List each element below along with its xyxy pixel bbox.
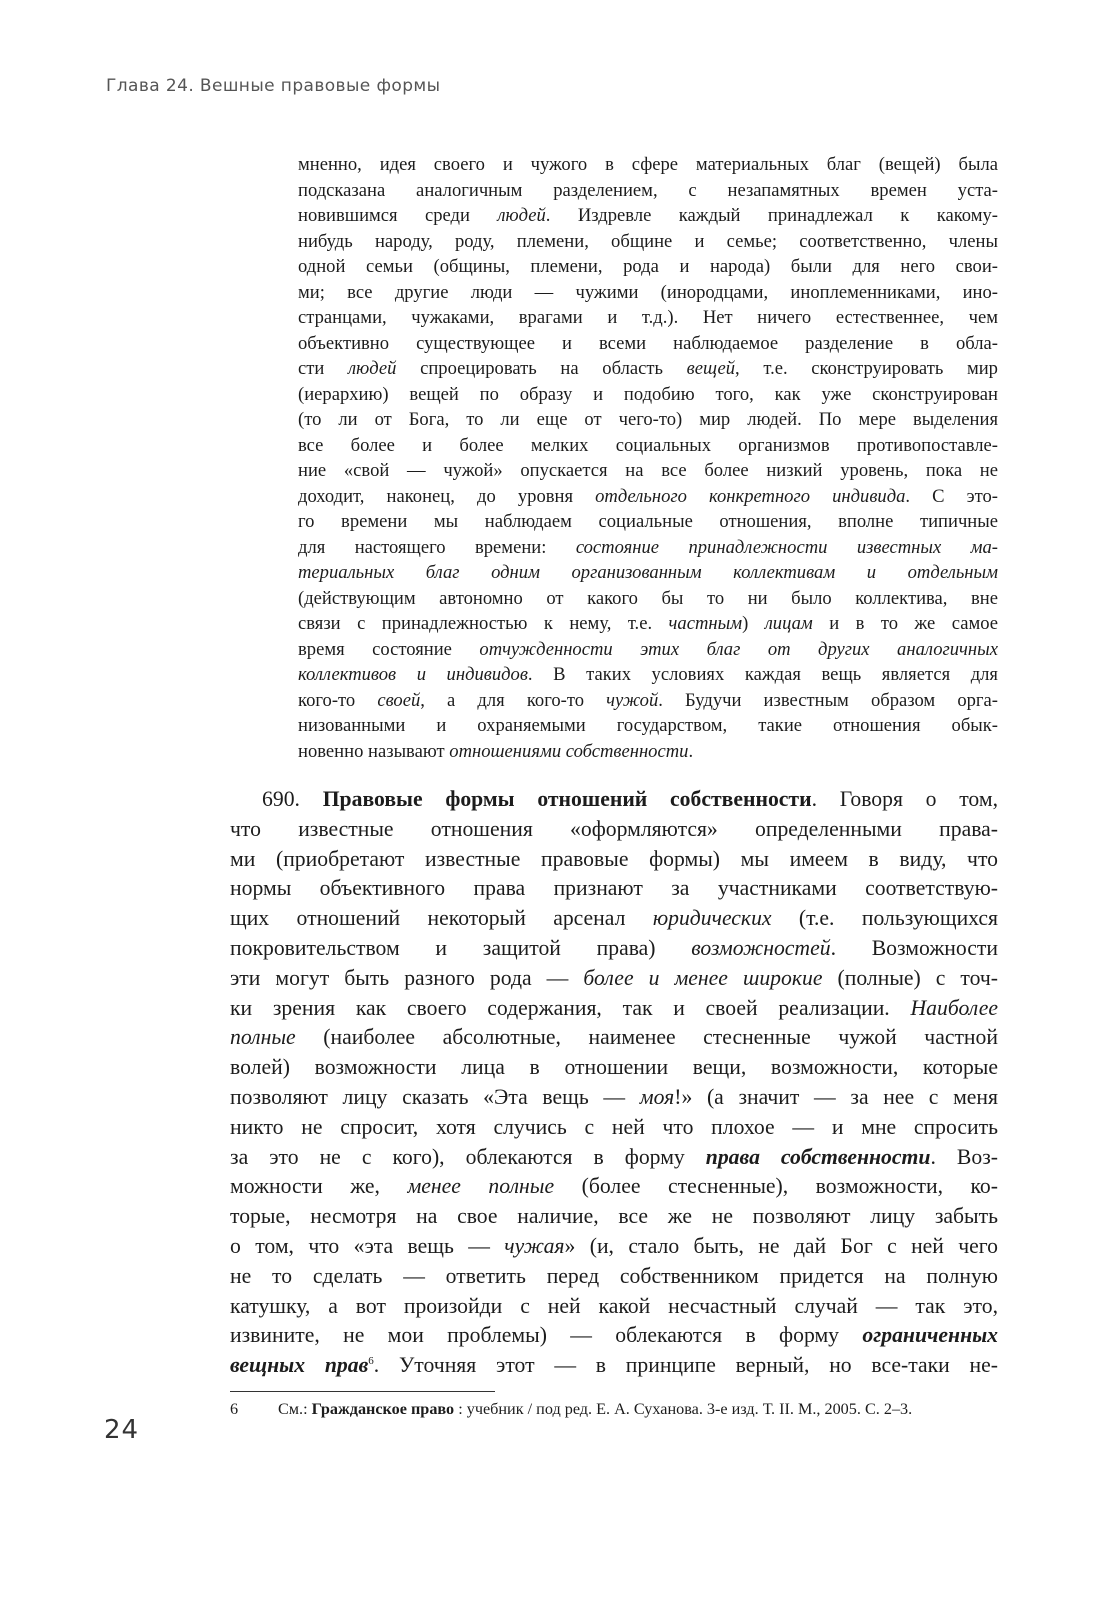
italic-term: коллективов и индивидов	[298, 664, 528, 685]
text-line	[298, 254, 998, 280]
text-run: одной семьи (общины, племени, рода и народа) были для него свои-	[298, 256, 998, 277]
footnote-separator	[230, 1391, 495, 1392]
text-run: » (и, стало быть, не дай Бог с ней чего	[564, 1233, 998, 1258]
text-run: извините, не мои проблемы) — облекаются в форму	[230, 1323, 863, 1348]
italic-term: отношениями собственности	[449, 740, 689, 762]
text-run: го времени мы наблюдаем социальные отношения, вполне типичные	[298, 511, 998, 532]
italic-term: полные	[230, 1025, 296, 1050]
text-run: низованными и охраняемыми государством, такие отношения обык-	[298, 715, 998, 736]
text-run: и в то же самое	[812, 613, 998, 634]
text-run: новившимся среди	[298, 205, 498, 226]
bold-italic-term: ограниченных	[862, 1323, 998, 1348]
text-run: (более стесненные), возможности, ко-	[554, 1174, 998, 1199]
text-run: , а для кого-то	[420, 689, 607, 711]
text-line	[298, 305, 998, 331]
italic-term: возможностей	[691, 935, 831, 960]
text-run: что известные отношения «оформляются» определенными права-	[230, 816, 998, 841]
text-run: щих отношений некоторый арсенал	[230, 906, 653, 931]
text-run: . Возможности	[830, 935, 999, 960]
text-line	[298, 509, 998, 535]
text-line	[298, 407, 998, 433]
text-line	[230, 1351, 998, 1381]
text-run: См.:	[278, 1400, 312, 1418]
bold-italic-term: вещных прав	[230, 1353, 369, 1378]
text-run: ми (приобретают известные правовые формы) мы имеем в виду, что	[230, 846, 998, 871]
text-run: . С это-	[905, 485, 998, 507]
text-line	[298, 280, 998, 306]
text-line	[230, 964, 998, 994]
text-line	[230, 1202, 998, 1232]
text-run: (наиболее абсолютные, наименее стесненные чужой частной	[295, 1025, 998, 1050]
text-run: о том, что «эта вещь —	[230, 1233, 505, 1258]
text-run: доходит, наконец, до уровня	[298, 485, 596, 507]
text-run: . Будучи известным образом орга-	[658, 689, 998, 711]
text-run: объективно существующее и всеми наблюдаемое разделение в обла-	[298, 332, 998, 354]
text-line	[230, 1232, 998, 1262]
italic-term: териальных благ одним организованным коллективам и отдельным	[298, 562, 998, 583]
text-run: . Издревле каждый принадлежал к какому-	[545, 205, 998, 226]
text-run: мненно, идея своего и чужого в сфере материальных благ (вещей) была	[298, 154, 998, 175]
text-line	[298, 331, 998, 357]
text-line	[230, 1083, 998, 1113]
text-run: за это не с кого), облекаются в форму	[230, 1144, 706, 1169]
text-run: ки зрения как своего содержания, так и своей реализации.	[230, 995, 911, 1020]
text-line	[230, 904, 998, 934]
text-line	[298, 484, 998, 510]
text-run: ние «свой — чужой» опускается на все более низкий уровень, пока не	[298, 460, 998, 481]
text-line	[298, 535, 998, 561]
text-line	[298, 713, 998, 739]
text-run: .	[688, 740, 694, 762]
footnote	[230, 1398, 998, 1420]
text-line	[230, 815, 998, 845]
text-run: можности же,	[230, 1174, 408, 1199]
text-line	[230, 1053, 998, 1083]
text-run: никто не спросит, хотя случись с ней что плохое — и мне спросить	[230, 1114, 998, 1139]
text-run: (иерархию) вещей по образу и подобию того, как уже сконструирован	[298, 383, 998, 405]
italic-term: отчужденности этих благ от других аналогичных	[479, 638, 998, 660]
text-line	[298, 433, 998, 459]
text-run: кого-то	[298, 689, 378, 711]
text-run: (полные) с точ-	[822, 965, 999, 990]
text-line	[298, 458, 998, 484]
text-line	[298, 356, 998, 382]
italic-term: частным	[668, 613, 743, 634]
text-run: (то ли от Бога, то ли еще от чего-то) мир людей. По мере выделения	[298, 409, 998, 430]
text-line	[230, 1292, 998, 1322]
text-run: !» (а значит — за нее с меня	[674, 1084, 998, 1109]
text-line	[230, 1321, 998, 1351]
text-line	[298, 560, 998, 586]
text-run: спроецировать на область	[396, 358, 687, 379]
text-run: связи с принадлежностью к нему, т.е.	[298, 613, 669, 634]
footnote-number: 6	[230, 1400, 239, 1418]
text-run: подсказана аналогичным разделением, с незапамятных времен уста-	[298, 179, 998, 201]
text-line	[230, 1143, 998, 1173]
text-line	[298, 611, 998, 637]
italic-term: чужой	[606, 689, 659, 711]
text-run: (т.е. пользующихся	[771, 906, 999, 931]
text-run: . Уточняя этот — в принципе верный, но все-таки не-	[373, 1353, 998, 1378]
quoted-paragraph	[298, 152, 998, 764]
bold-term: Гражданское право	[311, 1400, 455, 1418]
text-line	[230, 785, 998, 815]
text-run: покровительством и защитой права)	[230, 935, 692, 960]
italic-term: юридических	[652, 906, 772, 931]
text-run: волей) возможности лица в отношении вещи, возможности, которые	[230, 1055, 998, 1080]
text-run: , т.е. сконструировать мир	[735, 358, 998, 379]
text-line	[230, 934, 998, 964]
text-run: нормы объективного права признают за участниками соответствую-	[230, 876, 998, 901]
italic-term: отдельного конкретного индивида	[595, 485, 906, 507]
italic-term: более и менее широкие	[583, 965, 823, 990]
text-line	[298, 229, 998, 255]
text-line	[298, 739, 998, 765]
text-line	[298, 586, 998, 612]
text-line	[298, 203, 998, 229]
footnote-text	[278, 1398, 998, 1420]
italic-term: чужая	[504, 1233, 565, 1258]
text-line	[298, 662, 998, 688]
text-run: (действующим автономно от какого бы то ни было коллектива, вне	[298, 587, 998, 609]
text-run: позволяют лицу сказать «Эта вещь —	[230, 1084, 640, 1109]
text-line	[298, 178, 998, 204]
text-line	[298, 382, 998, 408]
text-line	[230, 994, 998, 1024]
page-number: 24	[104, 1415, 140, 1445]
text-run: . В таких условиях каждая вещь является для	[527, 664, 998, 685]
text-run: все более и более мелких социальных организмов противопоставле-	[298, 434, 998, 456]
text-run: )	[742, 613, 765, 634]
text-run: время состояние	[298, 638, 480, 660]
running-header: Глава 24. Вешные правовые формы	[106, 76, 441, 96]
text-line	[230, 845, 998, 875]
text-run: эти могут быть разного рода —	[230, 965, 584, 990]
text-run: ми; все другие люди — чужими (инородцами, иноплеменниками, ино-	[298, 281, 998, 303]
italic-term: своей	[377, 689, 421, 711]
text-run: для настоящего времени:	[298, 536, 576, 558]
text-line	[230, 1023, 998, 1053]
text-line	[230, 1172, 998, 1202]
italic-term: людей	[497, 205, 546, 226]
italic-term: лицам	[764, 613, 813, 634]
italic-term: состояние принадлежности известных ма-	[575, 536, 998, 558]
text-run: новенно называют	[298, 740, 450, 762]
text-run: торые, несмотря на свое наличие, все же не позволяют лицу забыть	[230, 1204, 998, 1229]
text-run: 690.	[262, 787, 323, 811]
italic-term: моя	[639, 1084, 675, 1109]
text-line	[298, 152, 998, 178]
text-run: . Воз-	[930, 1144, 998, 1169]
footnote-ref: 6	[368, 1354, 374, 1367]
text-run: сти	[298, 358, 348, 379]
text-run: : учебник / под ред. Е. А. Суханова. 3-е изд. Т. II. М., 2005. С. 2–3.	[454, 1400, 913, 1418]
text-run: . Говоря о том,	[811, 787, 999, 811]
text-run: странцами, чужаками, врагами и т.д.). Нет ничего естественнее, чем	[298, 307, 998, 328]
italic-term: людей	[348, 358, 397, 379]
italic-term: менее полные	[407, 1174, 555, 1199]
text-line	[298, 637, 998, 663]
bold-term: Правовые формы отношений собственности	[322, 787, 812, 811]
text-line	[230, 1113, 998, 1143]
bold-italic-term: права собственности	[705, 1144, 931, 1169]
text-run: нибудь народу, роду, племени, общине и семье; соответственно, члены	[298, 230, 998, 252]
text-run: катушку, а вот произойди с ней какой несчастный случай — так это,	[230, 1293, 998, 1318]
section-690-paragraph	[230, 785, 998, 1381]
text-line	[298, 688, 998, 714]
text-line	[230, 874, 998, 904]
italic-term: Наиболее	[910, 995, 998, 1020]
text-run: не то сделать — ответить перед собственником придется на полную	[230, 1263, 998, 1288]
text-line	[230, 1262, 998, 1292]
italic-term: вещей	[686, 358, 736, 379]
